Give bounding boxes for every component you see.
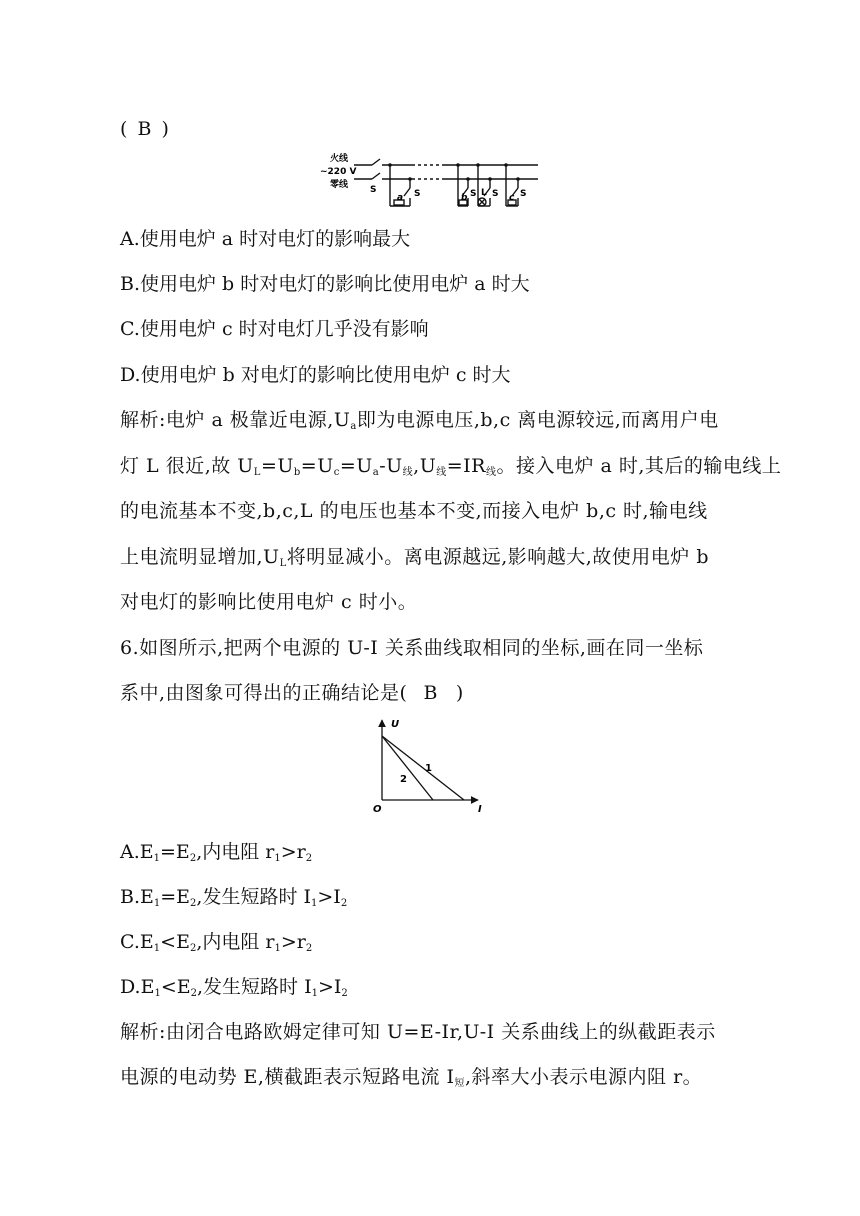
switch-main-label: S — [370, 185, 377, 195]
q6-analysis-line1: 解析:由闭合电路欧姆定律可知 U=E-Ir,U-I 关系曲线上的纵截距表示 — [120, 1021, 716, 1043]
line-2-label: 2 — [400, 774, 407, 785]
q5-answer-line: ( B ) — [120, 118, 171, 140]
q6-stem-line2: 系中,由图象可得出的正确结论是( B ) — [120, 682, 464, 704]
q5-option-b: B.使用电炉 b 时对电灯的影响比使用电炉 a 时大 — [120, 273, 530, 295]
q6-option-d: $D.E_1<E_2$,发生短路时 $I_1>I_2$ — [120, 976, 348, 999]
q6-answer: B — [423, 682, 438, 704]
q5-option-a: A.使用电炉 a 时对电灯的影响最大 — [120, 228, 411, 250]
switch-a-label: S — [414, 189, 421, 199]
q5-analysis-line2: 灯 L 很近,故 $U_L=U_b=U_c=U_a-U_线,U_线=IR_线$。接入电炉 a 时,其后的输电线上 — [120, 455, 782, 478]
q5-analysis-line3: 的电流基本不变,b,c,L 的电压也基本不变,而接入电炉 b,c 时,输电线 — [120, 500, 708, 522]
load-b-label: b — [461, 193, 468, 203]
circuit-diagram — [320, 148, 545, 214]
line-1-label: 1 — [425, 763, 432, 774]
q5-option-d: D.使用电炉 b 对电灯的影响比使用电炉 c 时大 — [120, 364, 511, 386]
label-voltage: ~220 V — [320, 167, 357, 177]
switch-c-label: S — [520, 189, 527, 199]
q6-stem-line1: 6.如图所示,把两个电源的 U-I 关系曲线取相同的坐标,画在同一坐标 — [120, 637, 704, 659]
axis-x-label: I — [478, 804, 482, 815]
q5-analysis-line4: 上电流明显增加$,U_L$将明显减小。离电源越远,影响越大,故使用电炉 b — [120, 546, 709, 569]
axis-y-label: U — [391, 719, 400, 730]
label-live: 火线 — [330, 154, 349, 164]
load-L-label: L — [481, 188, 487, 198]
line-1 — [382, 736, 464, 800]
switch-b-label: S — [470, 189, 477, 199]
q5-option-c: C.使用电炉 c 时对电灯几乎没有影响 — [120, 318, 429, 340]
q6-option-a: $A.E_1=E_2$,内电阻 $r_1>r_2$ — [120, 841, 313, 864]
q6-analysis-line2: 电源的电动势 E,横截距表示短路电流 $I_短$,斜率大小表示电源内阻 r。 — [120, 1066, 703, 1089]
q6-option-c: $C.E_1<E_2$,内电阻 $r_1>r_2$ — [120, 931, 313, 954]
load-a-label: a — [397, 193, 404, 203]
q5-analysis-line5: 对电灯的影响比使用电炉 c 时小。 — [120, 591, 418, 613]
label-neutral: 零线 — [330, 180, 349, 190]
q5-analysis-line1: 解析:电炉 a 极靠近电源$,U_a$即为电源电压,b,c 离电源较远,而离用户电 — [120, 409, 719, 432]
switch-L-label: S — [492, 189, 499, 199]
q6-option-b: $B.E_1=E_2$,发生短路时 $I_1>I_2$ — [120, 886, 348, 909]
load-c-label: c — [509, 193, 515, 203]
ui-graph — [366, 714, 496, 822]
origin-label: O — [373, 804, 382, 815]
